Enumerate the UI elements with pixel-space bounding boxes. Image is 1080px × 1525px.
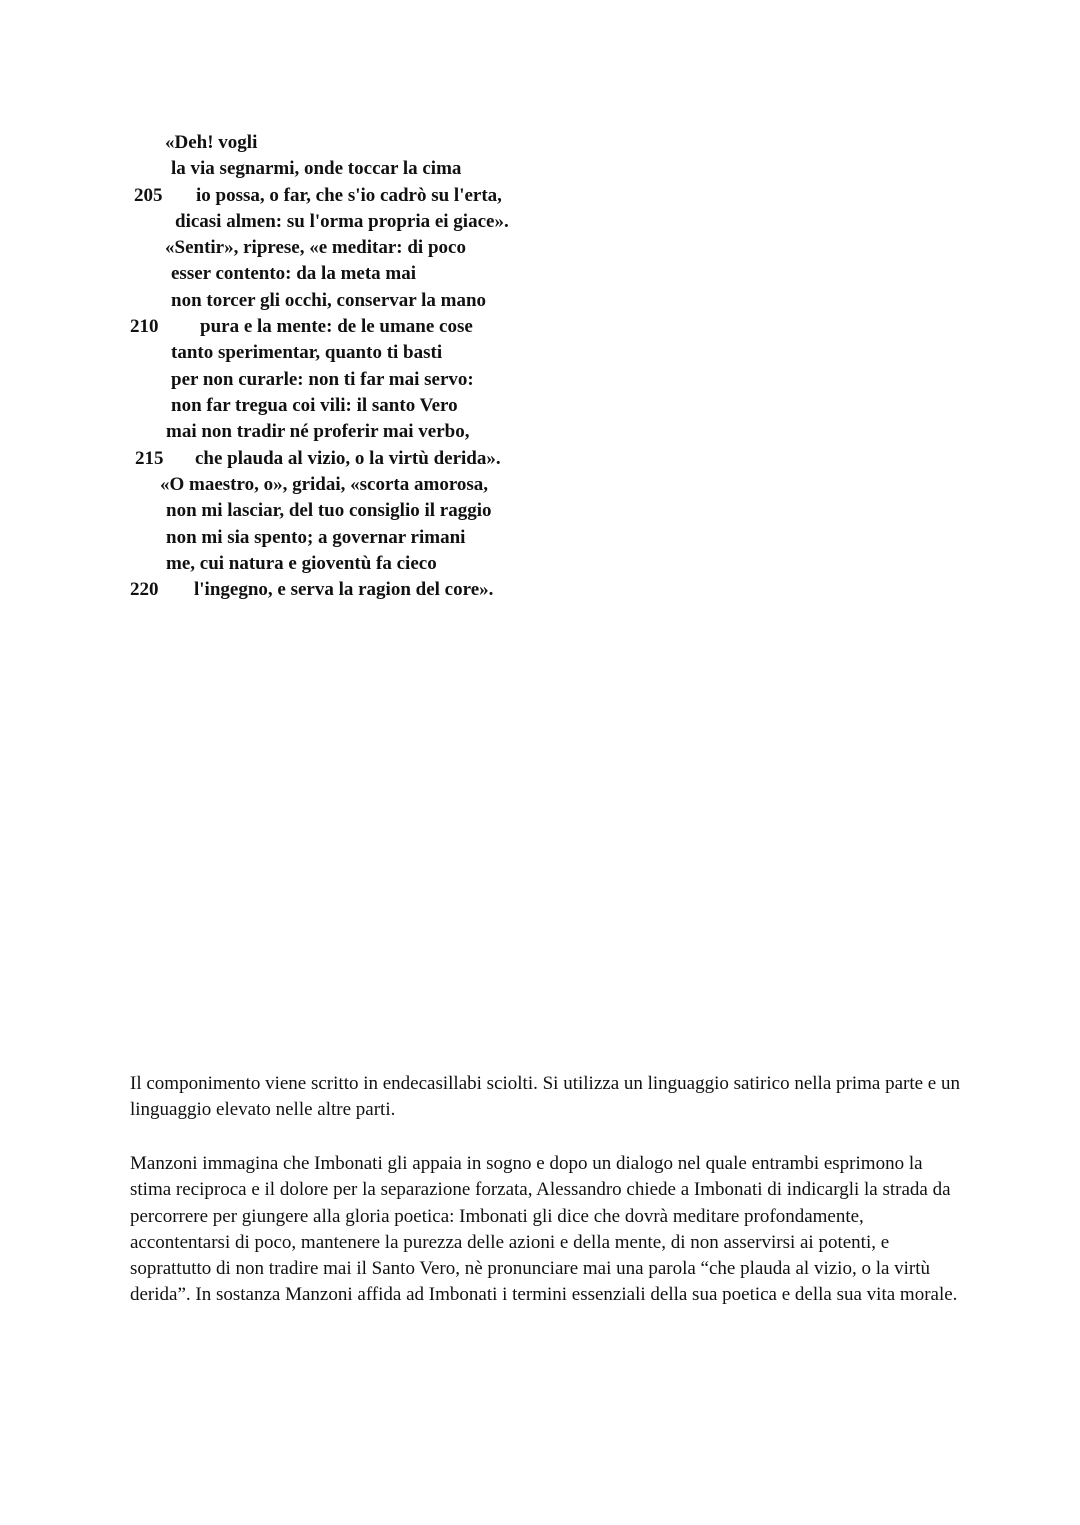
verse-line: pura e la mente: de le umane cose: [200, 316, 473, 337]
verse-line: dicasi almen: su l'orma propria ei giace».: [175, 211, 509, 232]
verse-line: tanto sperimentar, quanto ti basti: [171, 342, 443, 363]
verse-line: non mi lasciar, del tuo consiglio il raggio: [166, 500, 492, 521]
verse-line: «Sentir», riprese, «e meditar: di poco: [165, 237, 466, 258]
line-number: 205: [134, 185, 163, 206]
verse-line: non torcer gli occhi, conservar la mano: [171, 290, 487, 311]
line-number: 215: [135, 448, 164, 469]
line-number: 220: [130, 579, 159, 600]
commentary-paragraph: Il componimento viene scritto in endecasillabi sciolti. Si utilizza un linguaggio satirico nella prima parte e un linguaggio elevato nelle altre parti.: [130, 1073, 960, 1121]
verse-line: per non curarle: non ti far mai servo:: [171, 369, 474, 390]
verse-line: che plauda al vizio, o la virtù derida».: [195, 448, 501, 469]
line-number: 210: [130, 316, 159, 337]
verse-line: non mi sia spento; a governar rimani: [166, 527, 466, 548]
verse-line: me, cui natura e gioventù fa cieco: [166, 553, 437, 574]
verse-line: «O maestro, o», gridai, «scorta amorosa,: [160, 474, 489, 495]
verse-line: «Deh! vogli: [165, 132, 258, 153]
verse-line: la via segnarmi, onde toccar la cima: [171, 158, 462, 179]
verse-line: mai non tradir né proferir mai verbo,: [166, 421, 470, 442]
verse-line: io possa, o far, che s'io cadrò su l'erta,: [196, 185, 502, 206]
verse-line: non far tregua coi vili: il santo Vero: [171, 395, 458, 416]
verse-line: l'ingegno, e serva la ragion del core».: [194, 579, 494, 600]
commentary-paragraph: Manzoni immagina che Imbonati gli appaia in sogno e dopo un dialogo nel quale entrambi esprimono la stima reciproca e il dolore per la separazione forzata, Alessandro chiede a Imbonati di indicargli la strada da percorrere per giungere alla gloria poetica: Imbonati gli dice che dovrà meditare profondamente, accontentarsi di poco, mantenere la purezza delle azioni e della mente, di non asservirsi ai potenti, e soprattutto di non tradire mai il Santo Vero, nè pronunciare mai una parola “che plauda al vizio, o la virtù derida”. In sostanza Manzoni affida ad Imbonati i termini essenziali della sua poetica e della sua vita morale.: [130, 1153, 958, 1306]
verse-line: esser contento: da la meta mai: [171, 263, 417, 284]
